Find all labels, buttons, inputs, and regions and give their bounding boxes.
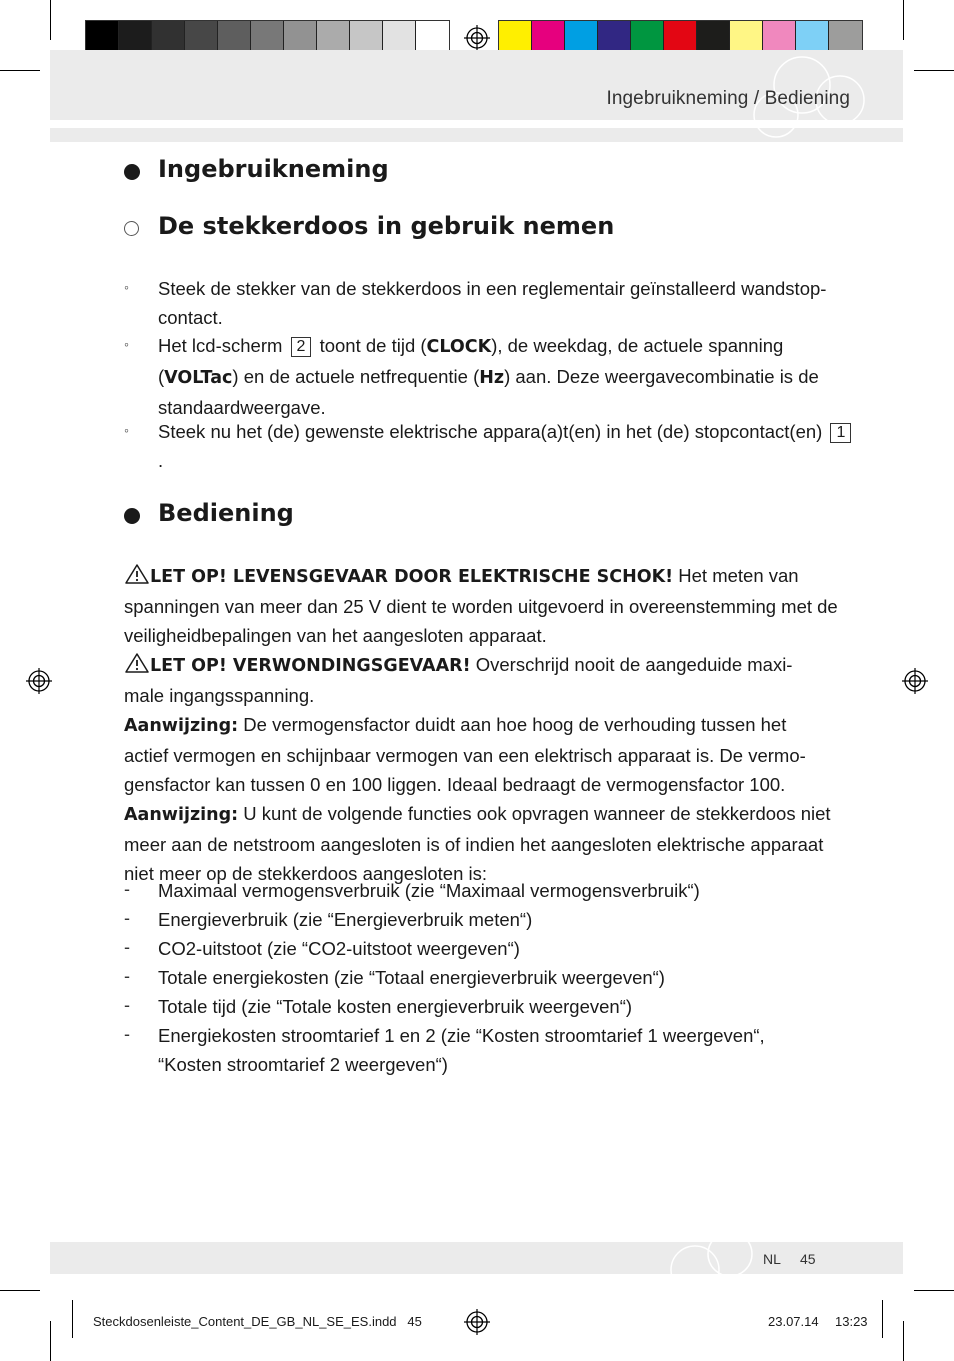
warning-label: LET OP! VERWONDINGSGEVAAR! [150, 656, 471, 676]
registration-mark-icon [26, 668, 52, 694]
color-swatch [86, 21, 119, 53]
text-run: U kunt de volgende functies ook opvragen wanneer de stekkerdoos niet [238, 803, 831, 824]
body-line: veiligheidbepalingen van het aangesloten apparaat. [124, 625, 547, 646]
text-run: ( [158, 366, 165, 387]
body-line: meer aan de netstroom aangesloten is of indien het aangesloten elektrische apparaat [124, 834, 824, 855]
list-item [158, 417, 858, 475]
dash-marker: - [124, 995, 130, 1015]
color-swatch [185, 21, 218, 53]
section-heading: Bediening [158, 499, 294, 527]
color-swatch [796, 21, 829, 53]
list-marker: ◦ [124, 422, 129, 438]
list-item-line [158, 331, 858, 362]
color-swatch [730, 21, 763, 53]
text-run: De vermogensfactor duidt aan hoe hoog de verhouding tussen het [238, 714, 787, 735]
color-swatch [763, 21, 796, 53]
crop-mark [882, 1300, 883, 1338]
crop-mark [914, 70, 954, 71]
dash-marker: - [124, 1024, 130, 1044]
list-item [158, 274, 858, 332]
text-run: ), de weekdag, de actuele spanning [491, 335, 784, 356]
list-item-line: contact. [158, 307, 223, 328]
color-swatch [416, 21, 449, 53]
slug-date: 23.07.14 [768, 1314, 819, 1329]
text-run: ) aan. Deze weergavecombinatie is de [504, 366, 819, 387]
body-line: niet meer op de stekkerdoos aangesloten is: [124, 863, 488, 884]
warning-line [124, 561, 844, 592]
dash-list-item: Energieverbruik (zie “Energieverbruik meten“) [158, 909, 533, 930]
text-run: Overschrijd nooit de aangeduide maxi- [470, 654, 793, 675]
color-swatch [218, 21, 251, 53]
decorative-circles-icon [660, 1230, 770, 1280]
color-swatch [664, 21, 697, 53]
list-item-line: standaardweergave. [158, 397, 326, 418]
subsection-heading: De stekkerdoos in gebruik nemen [158, 212, 615, 240]
list-marker: ◦ [124, 336, 129, 352]
note-label: Aanwijzing: [124, 805, 239, 825]
crop-mark [903, 1321, 904, 1361]
warning-label: LET OP! LEVENSGEVAAR DOOR ELEKTRISCHE SCHOK! [150, 567, 674, 587]
color-swatch [631, 21, 664, 53]
color-swatch [152, 21, 185, 53]
color-swatch [119, 21, 152, 53]
warning-triangle-icon [124, 564, 150, 584]
filled-circle-icon [124, 164, 140, 180]
crop-mark [914, 1290, 954, 1291]
color-swatch [829, 21, 862, 53]
registration-mark-icon [464, 25, 490, 51]
process-color-bar [498, 20, 863, 54]
list-item-line: Steek de stekker van de stekkerdoos in een reglementair geïnstalleerd wandstop- [158, 278, 827, 299]
dash-marker: - [124, 908, 130, 928]
bold-term: VOLTac [164, 368, 233, 388]
color-swatch [697, 21, 730, 53]
crop-mark [72, 1300, 73, 1338]
warning-triangle-icon [124, 653, 150, 673]
list-item-line [158, 362, 858, 393]
color-swatch [350, 21, 383, 53]
text-run: Het meten van [673, 565, 799, 586]
bold-term: Hz [479, 368, 505, 388]
footer-language: NL [763, 1251, 781, 1267]
slug-time: 13:23 [835, 1314, 868, 1329]
crop-mark [50, 0, 51, 40]
text-run: Het lcd-scherm [158, 335, 283, 356]
grayscale-color-bar [85, 20, 450, 54]
body-text-block [124, 561, 844, 888]
body-line: gensfactor kan tussen 0 en 100 liggen. Ideaal bedraagt de vermogensfactor 100. [124, 774, 786, 795]
crop-mark [903, 0, 904, 40]
color-swatch [532, 21, 565, 53]
open-circle-icon [124, 221, 139, 236]
color-swatch [565, 21, 598, 53]
warning-line [124, 650, 844, 681]
note-line [124, 710, 844, 741]
body-line: male ingangsspanning. [124, 685, 315, 706]
color-swatch [317, 21, 350, 53]
dash-marker: - [124, 879, 130, 899]
reference-number-box: 2 [291, 337, 312, 357]
footer-page-number: 45 [800, 1251, 816, 1267]
dash-list-item: Maximaal vermogensverbruik (zie “Maximaal vermogensverbruik“) [158, 880, 700, 901]
text-run: toont de tijd ( [319, 335, 427, 356]
text-run: Steek nu het (de) gewenste elektrische appara(a)t(en) in het (de) stopcontact(en) [158, 421, 823, 442]
color-swatch [251, 21, 284, 53]
registration-mark-icon [464, 1309, 490, 1335]
section-heading: Ingebruikneming [158, 155, 389, 183]
reference-number-box: 1 [830, 423, 851, 443]
dash-list-item: CO2-uitstoot (zie “CO2-uitstoot weergeven“) [158, 938, 520, 959]
dash-list-item: Totale energiekosten (zie “Totaal energieverbruik weergeven“) [158, 967, 665, 988]
text-run: . [158, 450, 164, 471]
list-item [158, 331, 858, 422]
dash-marker: - [124, 966, 130, 986]
color-swatch [598, 21, 631, 53]
note-label: Aanwijzing: [124, 716, 239, 736]
page-header-title: Ingebruikneming / Bediening [606, 88, 850, 109]
crop-mark [0, 1290, 40, 1291]
text-run: ) en de actuele netfrequentie ( [232, 366, 480, 387]
crop-mark [50, 1321, 51, 1361]
crop-mark [0, 70, 40, 71]
dash-list-line: “Kosten stroomtarief 2 weergeven“) [158, 1054, 448, 1075]
dash-list-item: Totale tijd (zie “Totale kosten energieverbruik weergeven“) [158, 996, 633, 1017]
note-line [124, 799, 844, 830]
dash-list-line: Energiekosten stroomtarief 1 en 2 (zie “Kosten stroomtarief 1 weergeven“, [158, 1025, 765, 1046]
registration-mark-icon [902, 668, 928, 694]
list-marker: ◦ [124, 279, 129, 295]
body-line: actief vermogen en schijnbaar vermogen van een elektrisch apparaat is. De vermo- [124, 745, 806, 766]
bold-term: CLOCK [426, 337, 492, 357]
color-swatch [284, 21, 317, 53]
color-swatch [499, 21, 532, 53]
slug-filename: Steckdosenleiste_Content_DE_GB_NL_SE_ES.indd 45 [93, 1314, 422, 1329]
dash-marker: - [124, 937, 130, 957]
dash-list-item [158, 1021, 765, 1079]
body-line: spanningen van meer dan 25 V dient te worden uitgevoerd in overeenstemming met de [124, 596, 838, 617]
color-swatch [383, 21, 416, 53]
filled-circle-icon [124, 508, 140, 524]
